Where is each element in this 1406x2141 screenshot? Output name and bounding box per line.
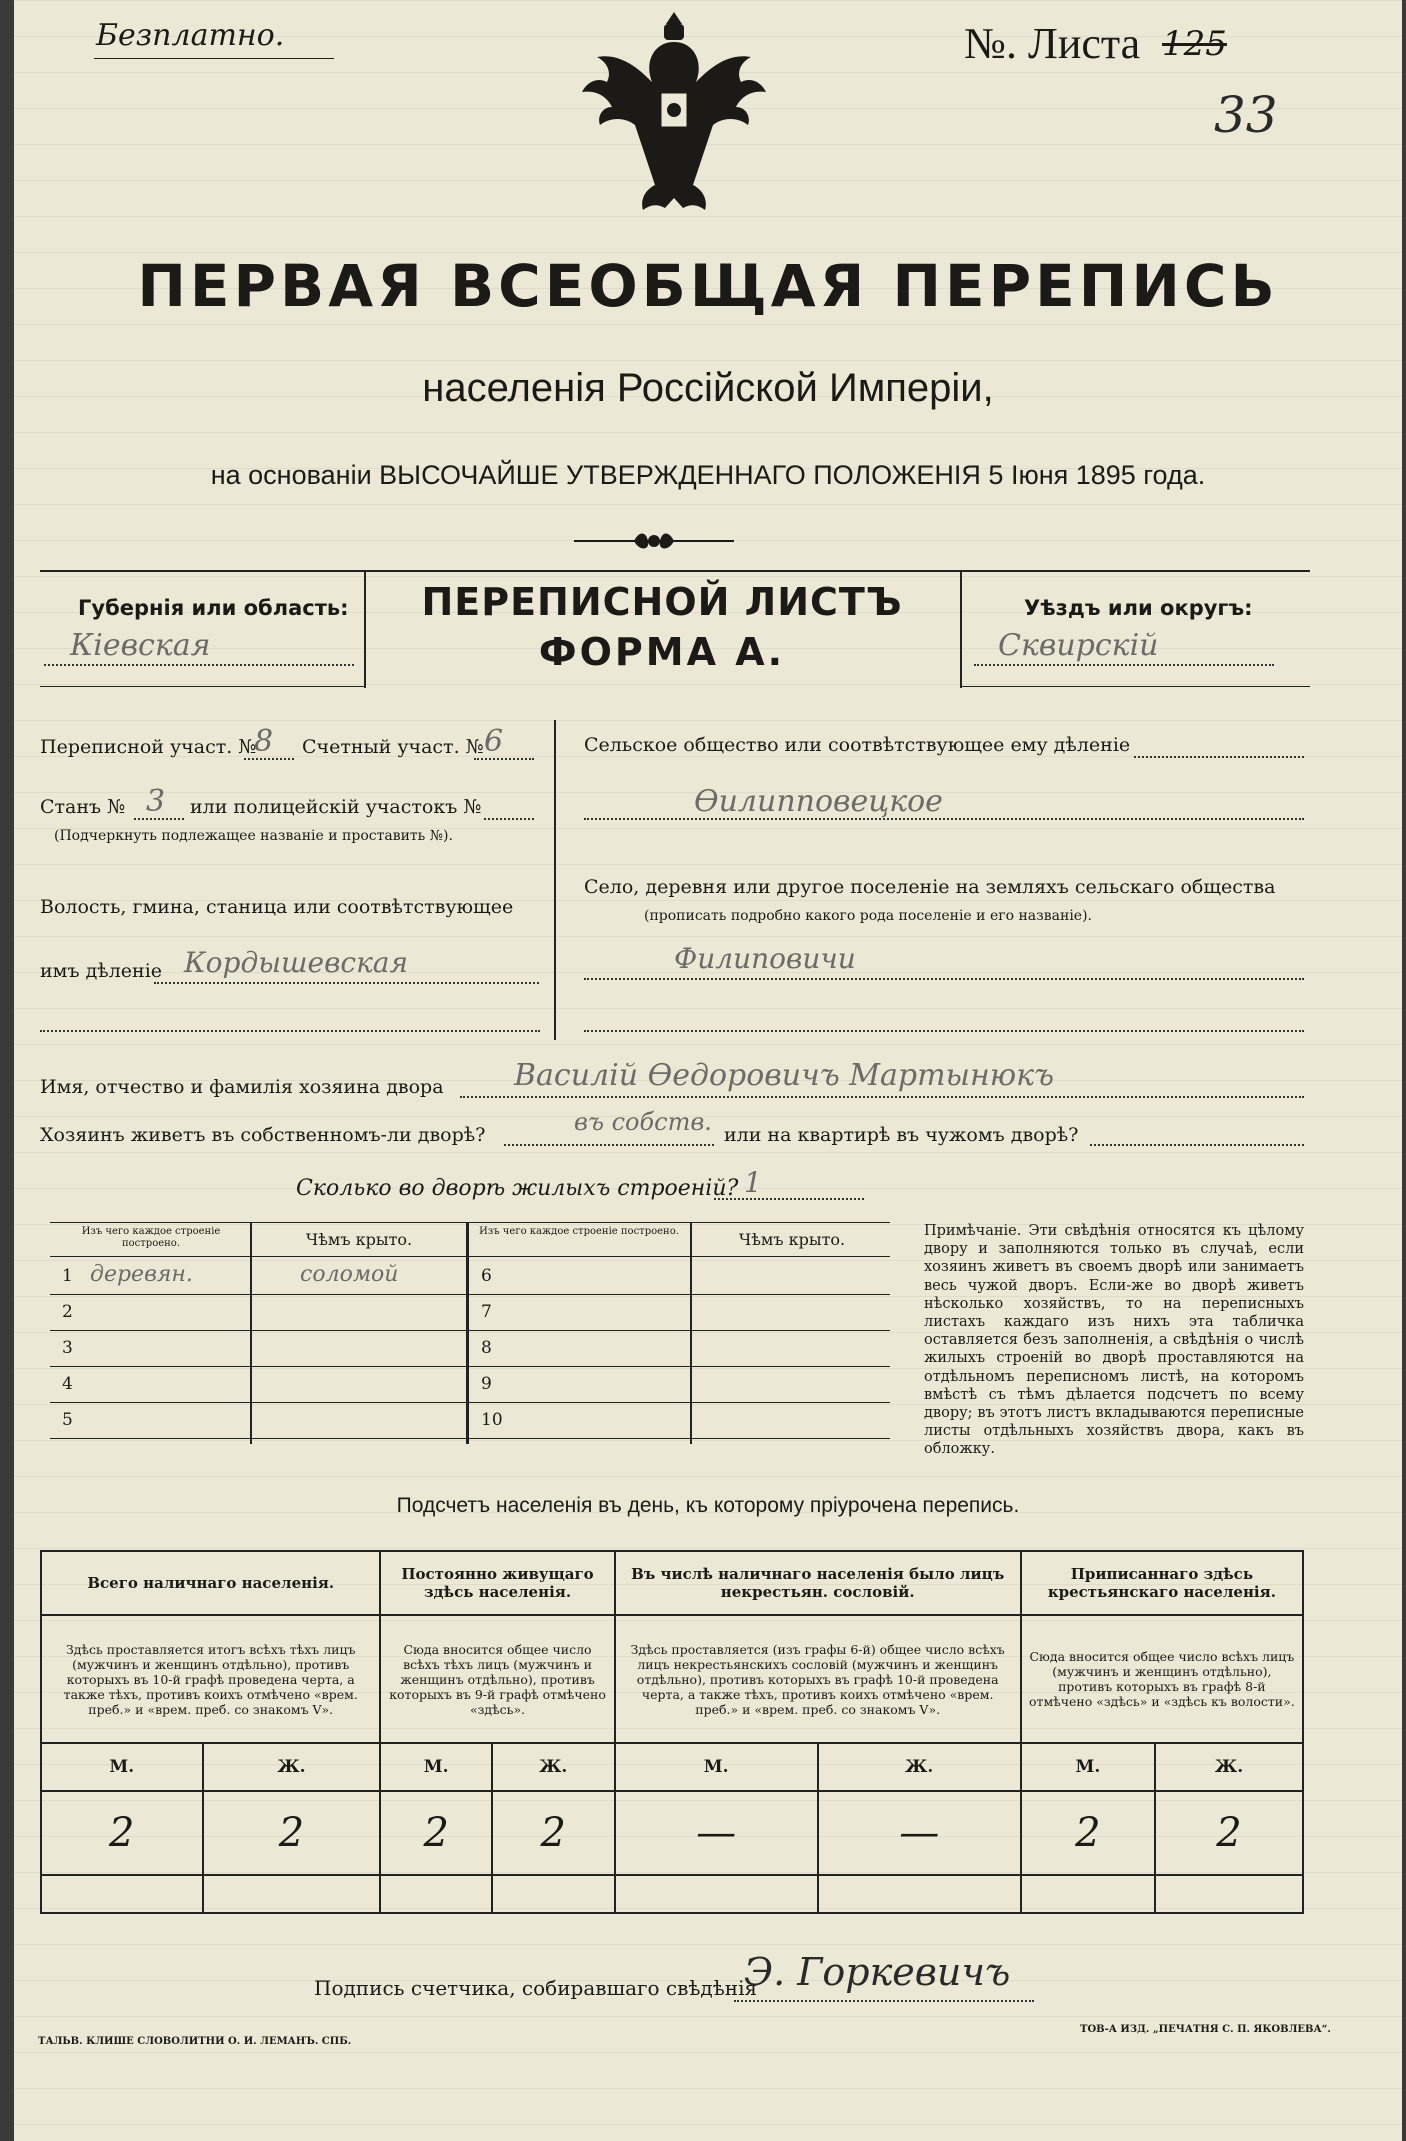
- underline-note: (Подчеркнуть подлежащее названіе и проставить №).: [54, 828, 453, 844]
- owner-name-label: Имя, отчество и фамилія хозяина двора: [40, 1076, 444, 1098]
- buildings-label: Сколько во дворѣ жилыхъ строеній?: [296, 1176, 739, 1201]
- building-row: [469, 1402, 890, 1439]
- volost-label-2: имъ дѣленіе: [40, 960, 163, 982]
- form-header-top: [40, 570, 1310, 572]
- pop-empty-cell: [203, 1875, 381, 1913]
- stan-value: 3: [146, 784, 166, 819]
- roof-header-left: Чѣмъ крыто.: [305, 1230, 413, 1249]
- building-row-roof: соломой: [300, 1262, 399, 1287]
- building-row: [50, 1330, 466, 1367]
- volost-label-1: Волость, гмина, станица или соотвѣтствующее: [40, 896, 514, 918]
- pop-m-label: М.: [380, 1743, 491, 1791]
- pop-noncrest-m: —: [615, 1791, 818, 1875]
- sheet-number-printed: 125: [1162, 24, 1227, 64]
- building-row-number: 1: [62, 1266, 73, 1286]
- building-row-number: 9: [481, 1374, 492, 1394]
- residence-label: Хозяинъ живетъ въ собственномъ-ли дворѣ?: [40, 1124, 486, 1146]
- building-row-material: деревян.: [90, 1262, 193, 1287]
- pop-header-noncrest: Въ числѣ наличнаго населенія было лицъ некрестьян. сословій.: [615, 1551, 1021, 1615]
- residence-line: [504, 1144, 714, 1146]
- pop-f-label: Ж.: [203, 1743, 381, 1791]
- pop-m-label: М.: [41, 1743, 203, 1791]
- settlement-value: Филиповичи: [674, 942, 856, 975]
- apartment-line: [1090, 1144, 1304, 1146]
- population-title: Подсчетъ населенія въ день, къ которому пріурочена перепись.: [396, 1494, 1020, 1517]
- building-row-number: 6: [481, 1266, 492, 1286]
- main-title: ПЕРВАЯ ВСЕОБЩАЯ ПЕРЕПИСЬ: [137, 252, 1279, 320]
- pop-f-label: Ж.: [492, 1743, 615, 1791]
- buildings-value: 1: [744, 1166, 762, 1199]
- pop-permanent-m: 2: [380, 1791, 491, 1875]
- volost-value: Кордышевская: [184, 946, 409, 979]
- building-row: [50, 1366, 466, 1403]
- building-row-number: 10: [481, 1410, 503, 1430]
- village-society-line-2: [584, 818, 1304, 820]
- pop-desc-permanent: Сюда вносится общее число всѣхъ тѣхъ лицъ (мужчинъ и женщинъ отдѣльно), противъ которыхъ въ 9-й графѣ отмѣчено «здѣсь».: [380, 1615, 614, 1743]
- buildings-table: [40, 1222, 892, 1450]
- building-row-number: 2: [62, 1302, 73, 1322]
- building-row: [469, 1366, 890, 1403]
- pop-header-permanent: Постоянно живущаго здѣсь населенія.: [380, 1551, 614, 1615]
- district-value: Сквирскій: [998, 628, 1159, 663]
- building-row: [469, 1330, 890, 1367]
- signature-label: Подпись счетчика, собиравшаго свѣдѣнія: [314, 1976, 758, 2000]
- subtitle: населенія Россійской Имперіи,: [422, 366, 994, 410]
- pop-empty-cell: [41, 1875, 203, 1913]
- province-line: [44, 664, 354, 666]
- owner-name-value: Василій Ѳедоровичъ Мартынюкъ: [514, 1058, 1055, 1093]
- volost-line-1: [154, 982, 539, 984]
- building-row: [50, 1294, 466, 1331]
- apartment-label: или на квартирѣ въ чужомъ дворѣ?: [724, 1124, 1079, 1146]
- volost-line-2: [40, 1030, 540, 1032]
- imprint-left: ТАЛЬВ. КЛИШЕ СЛОВОЛИТНИ О. И. ЛЕМАНЪ. СПБ.: [38, 2036, 352, 2047]
- pop-empty-cell: [615, 1875, 818, 1913]
- building-row: [50, 1402, 466, 1439]
- buildings-note: Примѣчаніе. Эти свѣдѣнія относятся къ цѣлому двору и заполняются только въ случаѣ, если хозяинъ живетъ въ своемъ дворѣ или занимаетъ весь чужой дворъ. Если-же во дворѣ живетъ нѣсколько хозяйствъ, то на переписныхъ листахъ каждаго изъ нихъ эта табличка оставляется безъ заполненія, а свѣдѣнія о числѣ жилыхъ строеній во дворѣ проставляются на отдѣльномъ переписномъ листѣ, на которомъ вмѣстѣ съ тѣмъ дѣлается подсчетъ по всему двору; въ этотъ листъ вкладываются переписные листы отдѣльныхъ хозяйствъ двора, какъ въ обложку.: [924, 1223, 1304, 1458]
- pop-m-label: М.: [615, 1743, 818, 1791]
- building-row: [469, 1258, 890, 1295]
- basis-line: на основаніи ВЫСОЧАЙШЕ УТВЕРЖДЕННАГО ПОЛОЖЕНІЯ 5 Іюня 1895 года.: [210, 460, 1206, 490]
- form-subtitle: ФОРМА А.: [538, 630, 786, 674]
- building-row: [469, 1294, 890, 1331]
- village-society-line-1: [1134, 756, 1304, 758]
- counting-section-line: [474, 758, 534, 760]
- settlement-label: Село, деревня или другое поселеніе на земляхъ сельскаго общества: [584, 876, 1276, 898]
- pop-empty-cell: [1155, 1875, 1303, 1913]
- settlement-line-2: [584, 1030, 1304, 1032]
- pop-registered-m: 2: [1021, 1791, 1155, 1875]
- district-line: [974, 664, 1274, 666]
- form-title: ПЕРЕПИСНОЙ ЛИСТЪ: [421, 580, 903, 624]
- pop-m-label: М.: [1021, 1743, 1155, 1791]
- material-header-left: Изъ чего каждое строеніе построено.: [81, 1226, 221, 1249]
- building-row: [50, 1258, 466, 1295]
- stan-line: [134, 818, 184, 820]
- village-society-value: Ѳилипповецкое: [694, 784, 943, 819]
- province-label: Губернія или область:: [78, 596, 349, 620]
- double-headed-eagle-icon: [574, 12, 774, 232]
- residence-value: въ собств.: [574, 1108, 712, 1136]
- pop-empty-cell: [1021, 1875, 1155, 1913]
- pop-empty-cell: [492, 1875, 615, 1913]
- form-header-divider-right: [960, 572, 962, 688]
- buildings-line: [714, 1198, 864, 1200]
- pop-header-registered: Приписаннаго здѣсь крестьянскаго населенія.: [1021, 1551, 1303, 1615]
- pop-total-m: 2: [41, 1791, 203, 1875]
- signature-line: [734, 2000, 1034, 2002]
- population-table: [40, 1550, 1304, 1914]
- counting-section-label: Счетный участ. №: [302, 736, 484, 758]
- pop-registered-f: 2: [1155, 1791, 1303, 1875]
- material-header-right: Изъ чего каждое строеніе построено.: [479, 1226, 679, 1237]
- building-row-number: 7: [481, 1302, 492, 1322]
- building-row-number: 5: [62, 1410, 73, 1430]
- pop-total-f: 2: [203, 1791, 381, 1875]
- census-section-line: [244, 758, 294, 760]
- owner-name-line: [460, 1096, 1304, 1098]
- settlement-note: (прописать подробно какого рода поселеніе и его названіе).: [644, 908, 1092, 924]
- imprint-right: ТОВ-А ИЗД. „ПЕЧАТНЯ С. П. ЯКОВЛЕВА“.: [1080, 2024, 1331, 2035]
- pop-permanent-f: 2: [492, 1791, 615, 1875]
- pop-desc-registered: Сюда вносится общее число всѣхъ лицъ (мужчинъ и женщинъ отдѣльно), противъ которыхъ въ графѣ 8-й отмѣчено «здѣсь» и «здѣсь къ волости».: [1021, 1615, 1303, 1743]
- police-label: или полицейскій участокъ №: [190, 796, 482, 818]
- pop-f-label: Ж.: [818, 1743, 1021, 1791]
- police-line: [484, 818, 534, 820]
- signature-value: Э. Горкевичъ: [744, 1950, 1011, 1994]
- census-sheet: [14, 0, 1402, 2141]
- district-label: Уѣздъ или округъ:: [1024, 596, 1253, 620]
- census-section-value: 8: [254, 724, 274, 759]
- stan-label: Станъ №: [40, 796, 126, 818]
- sheet-number-label: №. Листа: [964, 19, 1141, 68]
- settlement-line-1: [584, 978, 1304, 980]
- buildings-table-head-bottom: [50, 1256, 890, 1257]
- building-row-number: 4: [62, 1374, 73, 1394]
- free-label: Безплатно.: [96, 18, 285, 53]
- sheet-number-handwritten: 33: [1214, 86, 1278, 144]
- building-row-number: 3: [62, 1338, 73, 1358]
- pop-f-label: Ж.: [1155, 1743, 1303, 1791]
- form-header-bottom-right: [960, 686, 1310, 687]
- form-header-bottom-left: [40, 686, 366, 687]
- census-section-label: Переписной участ. №: [40, 736, 257, 758]
- building-row-number: 8: [481, 1338, 492, 1358]
- pop-desc-noncrest: Здѣсь проставляется (изъ графы 6-й) общее число всѣхъ лицъ некрестьянскихъ сословій (мужчинъ и женщинъ отдѣльно), противъ которыхъ въ графѣ 10-й проведена черта, а также тѣхъ, противъ коихъ отмѣчено «врем. преб.» и «врем. преб. со знакомъ V».: [615, 1615, 1021, 1743]
- pop-noncrest-f: —: [818, 1791, 1021, 1875]
- province-value: Кіевская: [70, 628, 211, 663]
- buildings-table-top: [50, 1222, 890, 1223]
- ornament-divider-icon: [574, 526, 734, 556]
- roof-header-right: Чѣмъ крыто.: [738, 1230, 846, 1249]
- fields-divider: [554, 720, 556, 1040]
- free-label-underline: [94, 58, 334, 59]
- counting-section-value: 6: [484, 724, 504, 759]
- pop-empty-cell: [818, 1875, 1021, 1913]
- pop-header-total: Всего наличнаго населенія.: [41, 1551, 380, 1615]
- pop-empty-cell: [380, 1875, 491, 1913]
- village-society-label: Сельское общество или соотвѣтствующее ему дѣленіе: [584, 734, 1131, 756]
- pop-desc-total: Здѣсь проставляется итогъ всѣхъ тѣхъ лицъ (мужчинъ и женщинъ отдѣльно), противъ которыхъ въ 10-й графѣ проведена черта, а также тѣхъ, противъ коихъ отмѣчено «врем. преб.» и «врем. преб. со знакомъ V».: [41, 1615, 380, 1743]
